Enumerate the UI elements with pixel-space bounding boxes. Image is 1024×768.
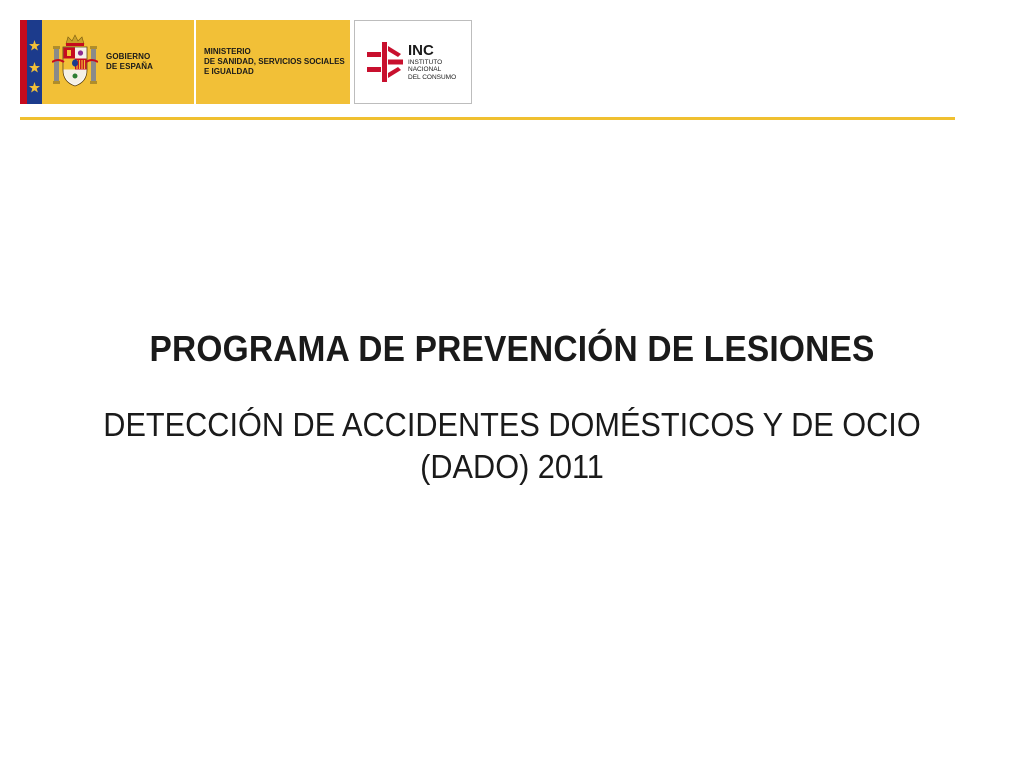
star-icon (29, 40, 40, 51)
ministry-logo-block (196, 20, 350, 104)
inc-line: NACIONAL (408, 66, 442, 74)
inc-name (408, 43, 456, 82)
flag-red-stripe (20, 20, 27, 104)
ministry-line: MINISTERIO (204, 47, 251, 56)
header-logo-band (20, 20, 472, 104)
star-icon (29, 82, 40, 93)
inc-line: INSTITUTO (408, 58, 443, 66)
inc-abbreviation: INC (408, 41, 434, 59)
header-divider (20, 117, 955, 120)
star-icon (29, 62, 40, 73)
inc-line: DEL CONSUMO (408, 73, 457, 81)
ministry-line: E IGUALDAD (204, 67, 254, 76)
flag-strip (20, 20, 42, 104)
government-name (106, 52, 153, 72)
government-line: GOBIERNO (106, 52, 151, 61)
slide-title: PROGRAMA DE PREVENCIÓN DE LESIONES (149, 328, 875, 369)
government-line: DE ESPAÑA (106, 62, 153, 71)
slide-subtitle (73, 404, 951, 488)
coat-of-arms-icon (52, 32, 98, 92)
subtitle-line: (DADO) 2011 (420, 448, 604, 485)
inc-logo-block (354, 20, 472, 104)
government-logo-block (42, 20, 194, 104)
inc-logo-icon (367, 42, 403, 82)
subtitle-line: DETECCIÓN DE ACCIDENTES DOMÉSTICOS Y DE OCIO (103, 406, 921, 443)
ministry-line: DE SANIDAD, SERVICIOS SOCIALES (204, 57, 345, 66)
ministry-name (204, 47, 345, 77)
